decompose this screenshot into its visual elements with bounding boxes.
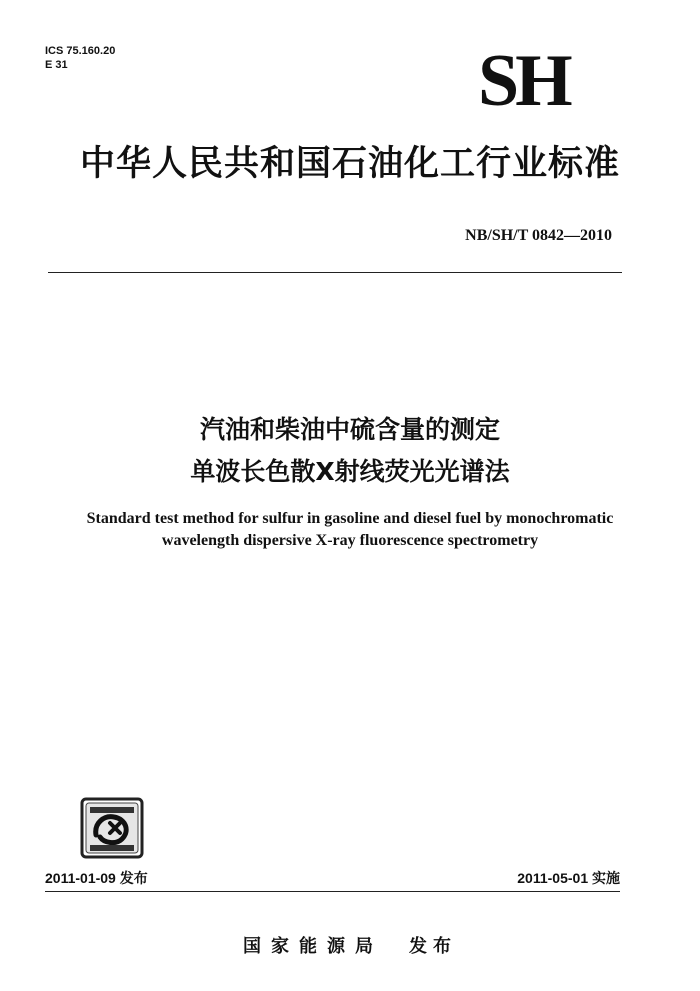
issuer-line (0, 932, 700, 958)
ics-code: ICS 75.160.20 (45, 45, 116, 57)
footer-divider (45, 891, 620, 892)
sh-logo: SH (478, 40, 569, 122)
standard-number: NB/SH/T 0842—2010 (465, 227, 612, 244)
organization-title: 中华人民共和国石油化工行业标准 (79, 144, 620, 184)
publisher-seal-icon (80, 797, 144, 859)
issuer-name: 国家能源局 (243, 936, 383, 957)
issuer-action: 发布 (409, 936, 457, 957)
title-cn-line-1: 汽油和柴油中硫含量的测定 (199, 415, 500, 444)
title-en-line-1: Standard test method for sulfur in gasoline and diesel fuel by monochromatic (86, 510, 614, 527)
implementation-date: 2011-05-01 实施 (517, 870, 620, 886)
classification-code: E 31 (45, 59, 68, 71)
issue-date: 2011-01-09 发布 (45, 870, 148, 886)
title-en (40, 508, 660, 552)
title-en-line-2: wavelength dispersive X-ray fluorescence spectrometry (161, 532, 539, 549)
header-divider (48, 272, 622, 273)
ics-code-block (45, 44, 115, 72)
title-cn-line-2: 单波长色散X射线荧光光谱法 (190, 457, 510, 486)
